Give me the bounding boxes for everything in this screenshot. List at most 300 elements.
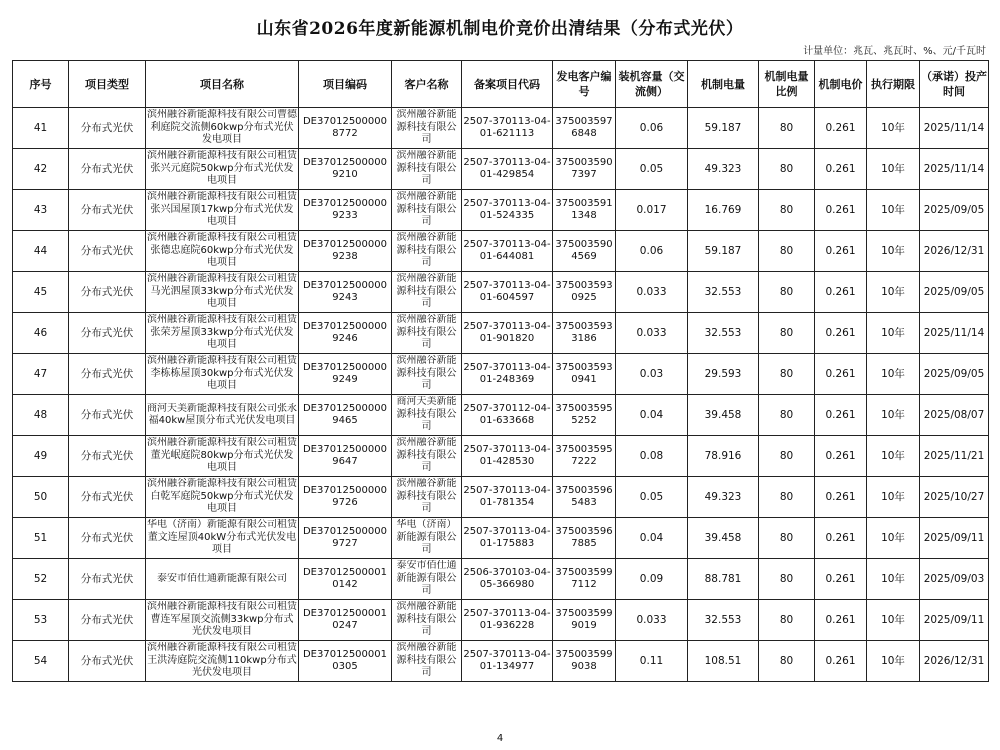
cell-project-code-text: DE370125000009249	[302, 361, 387, 385]
cell-project-name-text: 滨州融谷新能源科技有限公司租赁张德忠庭院60kwp分布式光伏发电项目	[147, 232, 297, 269]
cell-project-code	[299, 354, 392, 395]
cell-commission-date	[920, 149, 989, 190]
cell-customer-name	[392, 313, 462, 354]
cell-customer-name-text: 华电（济南）新能源有限公司	[396, 519, 457, 556]
cell-term-text: 10年	[881, 162, 905, 175]
cell-project-code-text: DE370125000009726	[302, 484, 387, 508]
cell-mechanism-price	[815, 477, 867, 518]
cell-commission-date	[920, 641, 989, 682]
cell-mechanism-price-text: 0.261	[825, 531, 856, 544]
cell-index	[13, 600, 69, 641]
cell-energy-ratio	[759, 395, 815, 436]
cell-term	[867, 559, 920, 600]
cell-mechanism-price-text: 0.261	[825, 449, 856, 462]
cell-commission-date	[920, 477, 989, 518]
cell-project-type-text: 分布式光伏	[80, 244, 134, 257]
cell-project-code	[299, 313, 392, 354]
cell-energy-ratio-text: 80	[779, 613, 794, 626]
cell-index	[13, 149, 69, 190]
cell-project-code	[299, 600, 392, 641]
unit-note: 计量单位：兆瓦、兆瓦时、%、元/千瓦时	[803, 46, 986, 57]
table-row	[13, 395, 989, 436]
cell-project-type	[69, 641, 146, 682]
cell-project-name-text: 滨州融谷新能源科技有限公司租赁李栋栋屋顶30kwp分布式光伏发电项目	[147, 355, 297, 392]
table-header-row	[13, 61, 989, 108]
cell-mechanism-energy-text: 39.458	[704, 531, 742, 544]
table-row	[13, 272, 989, 313]
cell-customer-name	[392, 518, 462, 559]
header-cell: 项目名称	[146, 61, 299, 108]
cell-mechanism-energy-text: 59.187	[704, 244, 742, 257]
cell-capacity-text: 0.033	[636, 285, 667, 298]
cell-energy-ratio-text: 80	[779, 654, 794, 667]
cell-term-text: 10年	[881, 531, 905, 544]
cell-capacity	[616, 600, 688, 641]
cell-project-name-text: 泰安市佰仕通新能源有限公司	[157, 572, 287, 584]
cell-mechanism-energy-text: 32.553	[704, 285, 742, 298]
cell-generator-number-text: 3750035911348	[555, 197, 613, 221]
cell-project-code-text: DE370125000009238	[302, 238, 387, 262]
cell-generator-number-text: 3750035976848	[555, 115, 613, 139]
cell-project-type-text: 分布式光伏	[80, 285, 134, 298]
cell-generator-number-text: 3750035904569	[555, 238, 613, 262]
cell-commission-date-text: 2025/09/05	[923, 203, 985, 216]
cell-term-text: 10年	[881, 367, 905, 380]
cell-customer-name-text: 滨州融谷新能源科技有限公司	[396, 232, 457, 269]
cell-customer-name	[392, 559, 462, 600]
cell-customer-name	[392, 436, 462, 477]
header-cell: 客户名称	[392, 61, 462, 108]
cell-mechanism-energy	[688, 354, 759, 395]
cell-energy-ratio-text: 80	[779, 449, 794, 462]
cell-capacity-text: 0.06	[639, 121, 664, 134]
cell-commission-date-text: 2025/11/14	[923, 162, 985, 175]
cell-project-name	[146, 190, 299, 231]
cell-registration-code	[462, 477, 553, 518]
cell-registration-code	[462, 190, 553, 231]
header-cell: 执行期限	[867, 61, 920, 108]
cell-term-text: 10年	[881, 326, 905, 339]
cell-registration-code	[462, 436, 553, 477]
cell-commission-date-text: 2025/08/07	[923, 408, 985, 421]
cell-mechanism-energy	[688, 559, 759, 600]
cell-customer-name	[392, 600, 462, 641]
cell-mechanism-energy	[688, 395, 759, 436]
cell-index	[13, 108, 69, 149]
cell-term-text: 10年	[881, 449, 905, 462]
cell-generator-number	[553, 149, 616, 190]
cell-mechanism-energy	[688, 313, 759, 354]
cell-project-name-text: 滨州融谷新能源科技有限公司租赁马光泗屋顶33kwp分布式光伏发电项目	[147, 273, 297, 310]
cell-energy-ratio-text: 80	[779, 203, 794, 216]
cell-capacity	[616, 354, 688, 395]
cell-index	[13, 436, 69, 477]
cell-index-text: 48	[33, 408, 48, 421]
cell-registration-code	[462, 354, 553, 395]
cell-mechanism-price	[815, 600, 867, 641]
cell-mechanism-energy	[688, 641, 759, 682]
page-number: 4	[496, 733, 504, 744]
cell-mechanism-energy	[688, 149, 759, 190]
cell-generator-number-text: 3750035999019	[555, 607, 613, 631]
cell-index-text: 53	[33, 613, 48, 626]
cell-index-text: 54	[33, 654, 48, 667]
cell-customer-name-text: 滨州融谷新能源科技有限公司	[396, 150, 457, 187]
cell-customer-name-text: 滨州融谷新能源科技有限公司	[396, 109, 457, 146]
cell-mechanism-energy-text: 108.51	[704, 654, 742, 667]
cell-commission-date	[920, 436, 989, 477]
cell-capacity	[616, 231, 688, 272]
cell-mechanism-energy	[688, 190, 759, 231]
cell-registration-code-text: 2506-370103-04-05-366980	[463, 566, 551, 590]
cell-term	[867, 600, 920, 641]
cell-index	[13, 272, 69, 313]
cell-energy-ratio	[759, 108, 815, 149]
cell-mechanism-price	[815, 108, 867, 149]
table-row	[13, 559, 989, 600]
cell-generator-number	[553, 231, 616, 272]
cell-project-code-text: DE370125000010142	[302, 566, 387, 590]
cell-project-code	[299, 436, 392, 477]
cell-commission-date-text: 2025/11/21	[923, 449, 985, 462]
cell-mechanism-energy	[688, 436, 759, 477]
cell-project-type	[69, 600, 146, 641]
table-row	[13, 190, 989, 231]
cell-energy-ratio	[759, 477, 815, 518]
cell-customer-name	[392, 395, 462, 436]
cell-project-name-text: 滨州融谷新能源科技有限公司曹德利庭院交流侧60kwp分布式光伏发电项目	[147, 109, 297, 146]
cell-generator-number-text: 3750035930925	[555, 279, 613, 303]
table-row	[13, 313, 989, 354]
cell-project-code-text: DE370125000008772	[302, 115, 387, 139]
cell-term-text: 10年	[881, 490, 905, 503]
cell-index	[13, 354, 69, 395]
cell-generator-number-text: 3750035933186	[555, 320, 613, 344]
table-row	[13, 436, 989, 477]
cell-commission-date-text: 2025/09/05	[923, 285, 985, 298]
cell-project-type	[69, 231, 146, 272]
cell-mechanism-price	[815, 354, 867, 395]
cell-registration-code-text: 2507-370113-04-01-524335	[463, 197, 551, 221]
table-row	[13, 108, 989, 149]
cell-project-name	[146, 313, 299, 354]
cell-generator-number-text: 3750035967885	[555, 525, 613, 549]
cell-term-text: 10年	[881, 572, 905, 585]
cell-term-text: 10年	[881, 244, 905, 257]
cell-registration-code-text: 2507-370113-04-01-936228	[463, 607, 551, 631]
cell-mechanism-energy-text: 29.593	[704, 367, 742, 380]
cell-registration-code-text: 2507-370113-04-01-621113	[463, 115, 551, 139]
cell-energy-ratio-text: 80	[779, 408, 794, 421]
cell-project-code	[299, 641, 392, 682]
cell-project-name	[146, 108, 299, 149]
cell-mechanism-energy	[688, 108, 759, 149]
cell-customer-name-text: 泰安市佰仕通新能源有限公司	[396, 560, 457, 597]
cell-project-type-text: 分布式光伏	[80, 572, 134, 585]
cell-mechanism-price	[815, 641, 867, 682]
cell-mechanism-price-text: 0.261	[825, 408, 856, 421]
cell-mechanism-energy	[688, 518, 759, 559]
header-cell: 机制电价	[815, 61, 867, 108]
cell-capacity-text: 0.04	[639, 531, 664, 544]
cell-generator-number	[553, 313, 616, 354]
cell-mechanism-energy	[688, 477, 759, 518]
cell-commission-date-text: 2025/11/14	[923, 121, 985, 134]
cell-registration-code-text: 2507-370113-04-01-134977	[463, 648, 551, 672]
results-table	[12, 60, 989, 682]
cell-project-name-text: 华电（济南）新能源有限公司租赁董文连屋顶40kW分布式光伏发电项目	[147, 519, 297, 556]
cell-project-type	[69, 313, 146, 354]
cell-term-text: 10年	[881, 203, 905, 216]
cell-generator-number-text: 3750035955252	[555, 402, 613, 426]
cell-index-text: 45	[33, 285, 48, 298]
cell-generator-number	[553, 559, 616, 600]
header-cell: 序号	[13, 61, 69, 108]
cell-mechanism-price	[815, 272, 867, 313]
cell-registration-code	[462, 149, 553, 190]
cell-project-name-text: 商河天美新能源科技有限公司张永福40kw屋顶分布式光伏发电项目	[147, 402, 297, 426]
cell-term-text: 10年	[881, 121, 905, 134]
cell-capacity	[616, 108, 688, 149]
cell-generator-number	[553, 108, 616, 149]
cell-project-name	[146, 641, 299, 682]
cell-mechanism-price-text: 0.261	[825, 121, 856, 134]
cell-mechanism-price-text: 0.261	[825, 654, 856, 667]
cell-term	[867, 436, 920, 477]
cell-capacity	[616, 272, 688, 313]
header-cell: 项目编码	[299, 61, 392, 108]
cell-capacity-text: 0.05	[639, 162, 664, 175]
cell-generator-number-text: 3750035999038	[555, 648, 613, 672]
cell-capacity-text: 0.05	[639, 490, 664, 503]
cell-index	[13, 231, 69, 272]
cell-capacity-text: 0.06	[639, 244, 664, 257]
cell-capacity	[616, 518, 688, 559]
cell-registration-code	[462, 272, 553, 313]
cell-project-type	[69, 354, 146, 395]
cell-registration-code-text: 2507-370113-04-01-428530	[463, 443, 551, 467]
cell-commission-date	[920, 559, 989, 600]
cell-project-code	[299, 108, 392, 149]
cell-term	[867, 518, 920, 559]
cell-project-type	[69, 149, 146, 190]
cell-customer-name-text: 滨州融谷新能源科技有限公司	[396, 273, 457, 310]
cell-generator-number	[553, 641, 616, 682]
cell-energy-ratio-text: 80	[779, 531, 794, 544]
cell-index	[13, 641, 69, 682]
cell-commission-date	[920, 600, 989, 641]
cell-project-type	[69, 108, 146, 149]
header-cell: 备案项目代码	[462, 61, 553, 108]
cell-capacity	[616, 313, 688, 354]
cell-registration-code-text: 2507-370113-04-01-604597	[463, 279, 551, 303]
cell-energy-ratio-text: 80	[779, 367, 794, 380]
cell-index	[13, 559, 69, 600]
cell-project-name-text: 滨州融谷新能源科技有限公司租赁张荣芳屋顶33kwp分布式光伏发电项目	[147, 314, 297, 351]
cell-project-type	[69, 477, 146, 518]
cell-energy-ratio	[759, 149, 815, 190]
cell-commission-date	[920, 313, 989, 354]
cell-customer-name-text: 滨州融谷新能源科技有限公司	[396, 437, 457, 474]
cell-customer-name	[392, 149, 462, 190]
cell-mechanism-energy-text: 16.769	[704, 203, 742, 216]
cell-project-name-text: 滨州融谷新能源科技有限公司租赁董光岷庭院80kwp分布式光伏发电项目	[147, 437, 297, 474]
cell-project-code	[299, 395, 392, 436]
cell-project-type	[69, 395, 146, 436]
cell-project-name-text: 滨州融谷新能源科技有限公司租赁白乾军庭院50kwp分布式光伏发电项目	[147, 478, 297, 515]
cell-project-name-text: 滨州融谷新能源科技有限公司租赁王洪涛庭院交流侧110kwp分布式光伏发电项目	[147, 642, 297, 679]
cell-term	[867, 395, 920, 436]
cell-project-name	[146, 395, 299, 436]
cell-energy-ratio	[759, 641, 815, 682]
cell-project-code-text: DE370125000009233	[302, 197, 387, 221]
cell-registration-code-text: 2507-370113-04-01-175883	[463, 525, 551, 549]
cell-index-text: 43	[33, 203, 48, 216]
header-cell: 项目类型	[69, 61, 146, 108]
cell-generator-number	[553, 518, 616, 559]
cell-mechanism-price	[815, 395, 867, 436]
cell-index-text: 52	[33, 572, 48, 585]
cell-mechanism-price-text: 0.261	[825, 367, 856, 380]
cell-customer-name	[392, 190, 462, 231]
cell-mechanism-price	[815, 436, 867, 477]
cell-capacity	[616, 477, 688, 518]
cell-mechanism-price	[815, 190, 867, 231]
cell-project-code-text: DE370125000009246	[302, 320, 387, 344]
table-row	[13, 477, 989, 518]
cell-commission-date	[920, 518, 989, 559]
cell-commission-date-text: 2025/09/11	[923, 531, 985, 544]
cell-project-name-text: 滨州融谷新能源科技有限公司租赁曹连军屋顶交流侧33kwp分布式光伏发电项目	[147, 601, 297, 638]
header-cell: 装机容量（交流侧）	[616, 61, 688, 108]
cell-index-text: 47	[33, 367, 48, 380]
cell-capacity-text: 0.033	[636, 326, 667, 339]
cell-capacity	[616, 641, 688, 682]
cell-project-type	[69, 272, 146, 313]
cell-customer-name-text: 滨州融谷新能源科技有限公司	[396, 314, 457, 351]
cell-registration-code	[462, 395, 553, 436]
cell-mechanism-price	[815, 559, 867, 600]
cell-project-code-text: DE370125000009727	[302, 525, 387, 549]
cell-capacity-text: 0.03	[639, 367, 664, 380]
cell-mechanism-energy-text: 49.323	[704, 162, 742, 175]
cell-project-type-text: 分布式光伏	[80, 654, 134, 667]
cell-registration-code-text: 2507-370113-04-01-781354	[463, 484, 551, 508]
cell-project-type	[69, 518, 146, 559]
cell-index-text: 44	[33, 244, 48, 257]
cell-term	[867, 641, 920, 682]
cell-commission-date	[920, 395, 989, 436]
cell-project-name-text: 滨州融谷新能源科技有限公司租赁张兴国屋顶17kwp分布式光伏发电项目	[147, 191, 297, 228]
cell-term-text: 10年	[881, 654, 905, 667]
cell-project-name	[146, 272, 299, 313]
cell-project-code-text: DE370125000010305	[302, 648, 387, 672]
cell-project-name	[146, 477, 299, 518]
cell-commission-date-text: 2026/12/31	[923, 244, 985, 257]
cell-registration-code-text: 2507-370112-04-01-633668	[463, 402, 551, 426]
cell-project-name	[146, 231, 299, 272]
header-cell: （承诺）投产时间	[920, 61, 989, 108]
cell-project-code	[299, 190, 392, 231]
cell-commission-date	[920, 272, 989, 313]
cell-project-code	[299, 518, 392, 559]
cell-project-type-text: 分布式光伏	[80, 613, 134, 626]
cell-mechanism-energy	[688, 231, 759, 272]
cell-generator-number-text: 3750035957222	[555, 443, 613, 467]
cell-mechanism-price-text: 0.261	[825, 203, 856, 216]
cell-energy-ratio	[759, 600, 815, 641]
cell-commission-date	[920, 108, 989, 149]
cell-energy-ratio	[759, 354, 815, 395]
cell-capacity	[616, 395, 688, 436]
cell-registration-code	[462, 600, 553, 641]
cell-project-code	[299, 559, 392, 600]
cell-customer-name	[392, 477, 462, 518]
cell-capacity	[616, 190, 688, 231]
cell-term	[867, 477, 920, 518]
cell-project-code	[299, 272, 392, 313]
page-title: 山东省2026年度新能源机制电价竞价出清结果（分布式光伏）	[256, 19, 744, 39]
cell-project-type	[69, 436, 146, 477]
cell-generator-number-text: 3750035997112	[555, 566, 613, 590]
table-row	[13, 641, 989, 682]
cell-project-name	[146, 149, 299, 190]
cell-capacity	[616, 436, 688, 477]
cell-energy-ratio	[759, 190, 815, 231]
cell-project-name	[146, 518, 299, 559]
cell-mechanism-energy-text: 39.458	[704, 408, 742, 421]
cell-index-text: 49	[33, 449, 48, 462]
cell-capacity-text: 0.09	[639, 572, 664, 585]
cell-customer-name	[392, 272, 462, 313]
cell-mechanism-price-text: 0.261	[825, 490, 856, 503]
cell-energy-ratio-text: 80	[779, 572, 794, 585]
cell-project-code	[299, 477, 392, 518]
cell-capacity-text: 0.11	[639, 654, 664, 667]
cell-project-name-text: 滨州融谷新能源科技有限公司租赁张兴元庭院50kwp分布式光伏发电项目	[147, 150, 297, 187]
cell-project-type-text: 分布式光伏	[80, 203, 134, 216]
cell-registration-code	[462, 518, 553, 559]
table-row	[13, 518, 989, 559]
cell-energy-ratio-text: 80	[779, 162, 794, 175]
cell-customer-name-text: 滨州融谷新能源科技有限公司	[396, 478, 457, 515]
cell-project-code-text: DE370125000009243	[302, 279, 387, 303]
cell-project-code-text: DE370125000009647	[302, 443, 387, 467]
cell-capacity	[616, 559, 688, 600]
cell-generator-number	[553, 395, 616, 436]
cell-term	[867, 149, 920, 190]
cell-generator-number-text: 3750035930941	[555, 361, 613, 385]
cell-mechanism-price	[815, 231, 867, 272]
cell-project-type-text: 分布式光伏	[80, 121, 134, 134]
cell-commission-date-text: 2025/11/14	[923, 326, 985, 339]
cell-energy-ratio-text: 80	[779, 285, 794, 298]
cell-index	[13, 477, 69, 518]
cell-energy-ratio	[759, 272, 815, 313]
cell-project-type	[69, 559, 146, 600]
cell-generator-number	[553, 600, 616, 641]
table-row	[13, 354, 989, 395]
cell-customer-name-text: 滨州融谷新能源科技有限公司	[396, 355, 457, 392]
cell-generator-number-text: 3750035965483	[555, 484, 613, 508]
cell-customer-name	[392, 641, 462, 682]
cell-index-text: 50	[33, 490, 48, 503]
cell-commission-date	[920, 190, 989, 231]
cell-capacity-text: 0.033	[636, 613, 667, 626]
cell-energy-ratio-text: 80	[779, 326, 794, 339]
cell-mechanism-price-text: 0.261	[825, 326, 856, 339]
cell-generator-number	[553, 190, 616, 231]
